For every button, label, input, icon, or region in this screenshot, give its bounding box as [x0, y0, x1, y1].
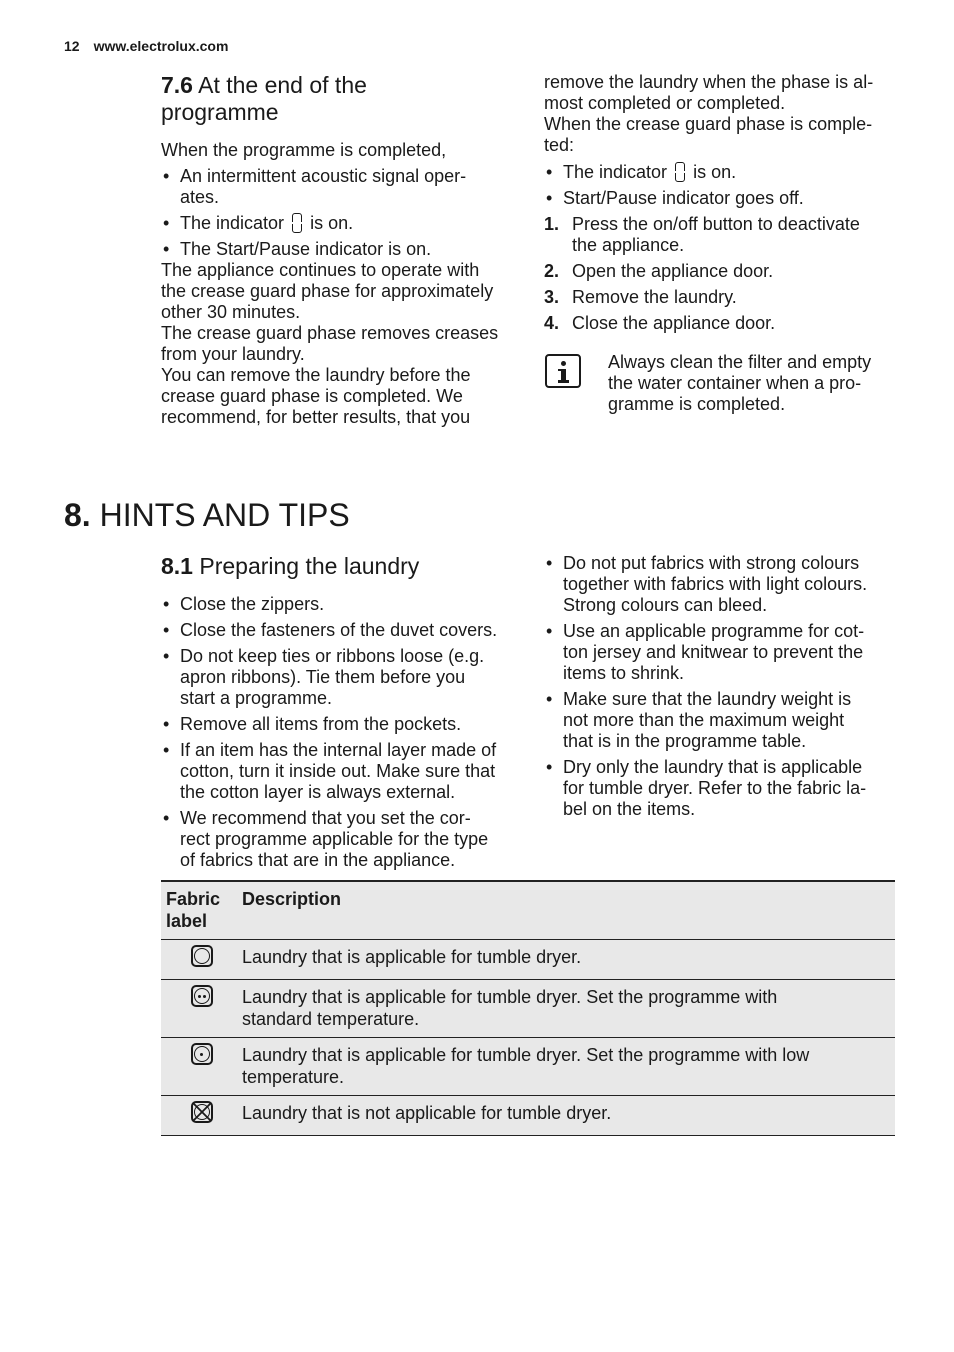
bullet-text: The indicator	[563, 162, 668, 182]
chapter-number: 8.	[64, 497, 91, 533]
bullet-line: Make sure that the laundry weight is	[563, 689, 852, 709]
website-link[interactable]: www.electrolux.com	[93, 38, 229, 54]
bullet-line: Do not put fabrics with strong colours	[563, 553, 860, 573]
section-title-line2: programme	[161, 99, 279, 125]
step-number: 2.	[544, 261, 560, 281]
description-cell: Laundry that is applicable for tumble dryer.	[242, 947, 582, 967]
text-line: When the crease guard phase is comple-	[544, 114, 873, 134]
text-line: crease guard phase is completed. We	[161, 386, 463, 406]
list-item	[161, 594, 521, 615]
page-header	[64, 38, 228, 54]
text-line: recommend, for better results, that you	[161, 407, 471, 427]
bullet-line: that is in the programme table.	[563, 731, 807, 751]
list-item	[161, 239, 521, 260]
step-number: 4.	[544, 313, 560, 333]
end-bullet-list	[161, 166, 521, 260]
table-row	[161, 940, 895, 980]
description-cell	[242, 980, 895, 1038]
step-text: Open the appliance door.	[572, 261, 774, 281]
list-item	[161, 620, 521, 641]
section-8-1-continued	[544, 553, 904, 825]
step-number: 1.	[544, 214, 560, 234]
section-title-line1: At the end of the	[198, 72, 367, 98]
section-number: 7.6	[161, 72, 193, 98]
list-item	[544, 621, 904, 684]
text-line: You can remove the laundry before the	[161, 365, 471, 385]
chapter-title	[64, 496, 350, 534]
list-item	[544, 757, 904, 820]
page-number: 12	[64, 38, 80, 54]
text-line: the crease guard phase for approximately	[161, 281, 494, 301]
list-item	[544, 188, 904, 209]
bullet-line: items to shrink.	[563, 663, 685, 683]
preparing-bullets-left	[161, 594, 521, 871]
fabric-label-cell	[161, 1038, 242, 1096]
bullet-text: is on.	[693, 162, 737, 182]
preparing-bullets-right	[544, 553, 904, 820]
bullet-line: An intermittent acoustic signal oper-	[180, 166, 467, 186]
text-line: gramme is completed.	[608, 394, 786, 414]
table-row	[161, 980, 895, 1038]
header-fabric-label	[161, 881, 242, 940]
section-title	[161, 553, 521, 580]
description-line: temperature.	[242, 1067, 345, 1087]
text-line: The appliance continues to operate with	[161, 260, 480, 280]
text-line: most completed or completed.	[544, 93, 786, 113]
bullet-line: Remove all items from the pockets.	[180, 714, 462, 734]
bullet-line: Do not keep ties or ribbons loose (e.g.	[180, 646, 485, 666]
intro-text: When the programme is completed,	[161, 140, 447, 160]
description-paragraph	[161, 260, 521, 428]
description-cell	[242, 1038, 895, 1096]
tumble-dry-icon	[191, 945, 213, 967]
text-line: Always clean the filter and empty	[608, 352, 872, 372]
step-item	[544, 287, 904, 308]
bullet-line: Close the zippers.	[180, 594, 325, 614]
table-row	[161, 1038, 895, 1096]
fabric-label-table	[161, 880, 895, 1136]
header-text: Fabric	[166, 889, 221, 909]
bullet-line: We recommend that you set the cor-	[180, 808, 471, 828]
list-item	[544, 689, 904, 752]
list-item	[161, 166, 521, 208]
door-indicator-icon	[675, 162, 685, 182]
text-line: The crease guard phase removes creases	[161, 323, 499, 343]
step-text: Remove the laundry.	[572, 287, 737, 307]
chapter-title-text: HINTS AND TIPS	[99, 497, 350, 533]
step-text: the appliance.	[572, 235, 685, 255]
step-text: Close the appliance door.	[572, 313, 776, 333]
header-description: Description	[242, 889, 342, 909]
bullet-line: Strong colours can bleed.	[563, 595, 768, 615]
tumble-dry-low-heat-icon	[191, 1043, 213, 1065]
bullet-text: is on.	[310, 213, 354, 233]
text-line: other 30 minutes.	[161, 302, 301, 322]
list-item	[161, 740, 521, 803]
step-item	[544, 313, 904, 334]
bullet-line: apron ribbons). Tie them before you	[180, 667, 466, 687]
list-item	[161, 213, 521, 234]
bullet-line: for tumble dryer. Refer to the fabric la-	[563, 778, 867, 798]
step-item	[544, 214, 904, 256]
list-item	[161, 714, 521, 735]
steps-list	[544, 214, 904, 334]
text-line: remove the laundry when the phase is al-	[544, 72, 874, 92]
list-item	[544, 162, 904, 183]
section-number: 8.1	[161, 553, 193, 579]
bullet-line: If an item has the internal layer made of	[180, 740, 497, 760]
bullet-line: Use an applicable programme for cot-	[563, 621, 865, 641]
step-text: Press the on/off button to deactivate	[572, 214, 860, 234]
bullet-text: The indicator	[180, 213, 285, 233]
table-row	[161, 1096, 895, 1136]
description-line: Laundry that is applicable for tumble dryer. Set the programme with	[242, 987, 778, 1007]
step-number: 3.	[544, 287, 560, 307]
text-line: from your laundry.	[161, 344, 305, 364]
section-8-1	[161, 553, 521, 876]
bullet-text: The Start/Pause indicator is on.	[180, 239, 432, 259]
fabric-label-cell	[161, 1096, 242, 1136]
fabric-label-cell	[161, 980, 242, 1038]
description-line: Laundry that is applicable for tumble dryer. Set the programme with low	[242, 1045, 810, 1065]
bullet-text: Start/Pause indicator goes off.	[563, 188, 804, 208]
bullet-line: bel on the items.	[563, 799, 696, 819]
bullet-line: start a programme.	[180, 688, 333, 708]
bullet-line: the cotton layer is always external.	[180, 782, 456, 802]
tumble-dry-normal-heat-icon	[191, 985, 213, 1007]
step-item	[544, 261, 904, 282]
list-item	[544, 553, 904, 616]
info-icon	[545, 354, 581, 388]
section-title-text: Preparing the laundry	[199, 553, 420, 579]
section-title	[161, 72, 521, 126]
section-7-6-continued	[544, 72, 904, 339]
bullet-line: ton jersey and knitwear to prevent the	[563, 642, 864, 662]
bullet-line: rect programme applicable for the type	[180, 829, 489, 849]
fabric-label-cell	[161, 940, 242, 980]
description-cell: Laundry that is not applicable for tumble dryer.	[242, 1103, 612, 1123]
bullet-line: together with fabrics with light colours.	[563, 574, 868, 594]
description-line: standard temperature.	[242, 1009, 420, 1029]
bullet-line: cotton, turn it inside out. Make sure that	[180, 761, 496, 781]
section-7-6	[161, 72, 521, 428]
crease-guard-bullets	[544, 162, 904, 209]
list-item	[161, 808, 521, 871]
do-not-tumble-dry-icon	[191, 1101, 213, 1123]
info-note	[608, 352, 904, 415]
door-indicator-icon	[292, 213, 302, 233]
text-line: ted:	[544, 135, 575, 155]
continued-paragraph	[544, 72, 904, 156]
list-item	[161, 646, 521, 709]
table-header-row	[161, 881, 895, 940]
bullet-line: Dry only the laundry that is applicable	[563, 757, 863, 777]
header-text: label	[166, 911, 208, 931]
text-line: the water container when a pro-	[608, 373, 862, 393]
bullet-line: ates.	[180, 187, 220, 207]
bullet-line: not more than the maximum weight	[563, 710, 845, 730]
bullet-line: Close the fasteners of the duvet covers.	[180, 620, 498, 640]
bullet-line: of fabrics that are in the appliance.	[180, 850, 456, 870]
